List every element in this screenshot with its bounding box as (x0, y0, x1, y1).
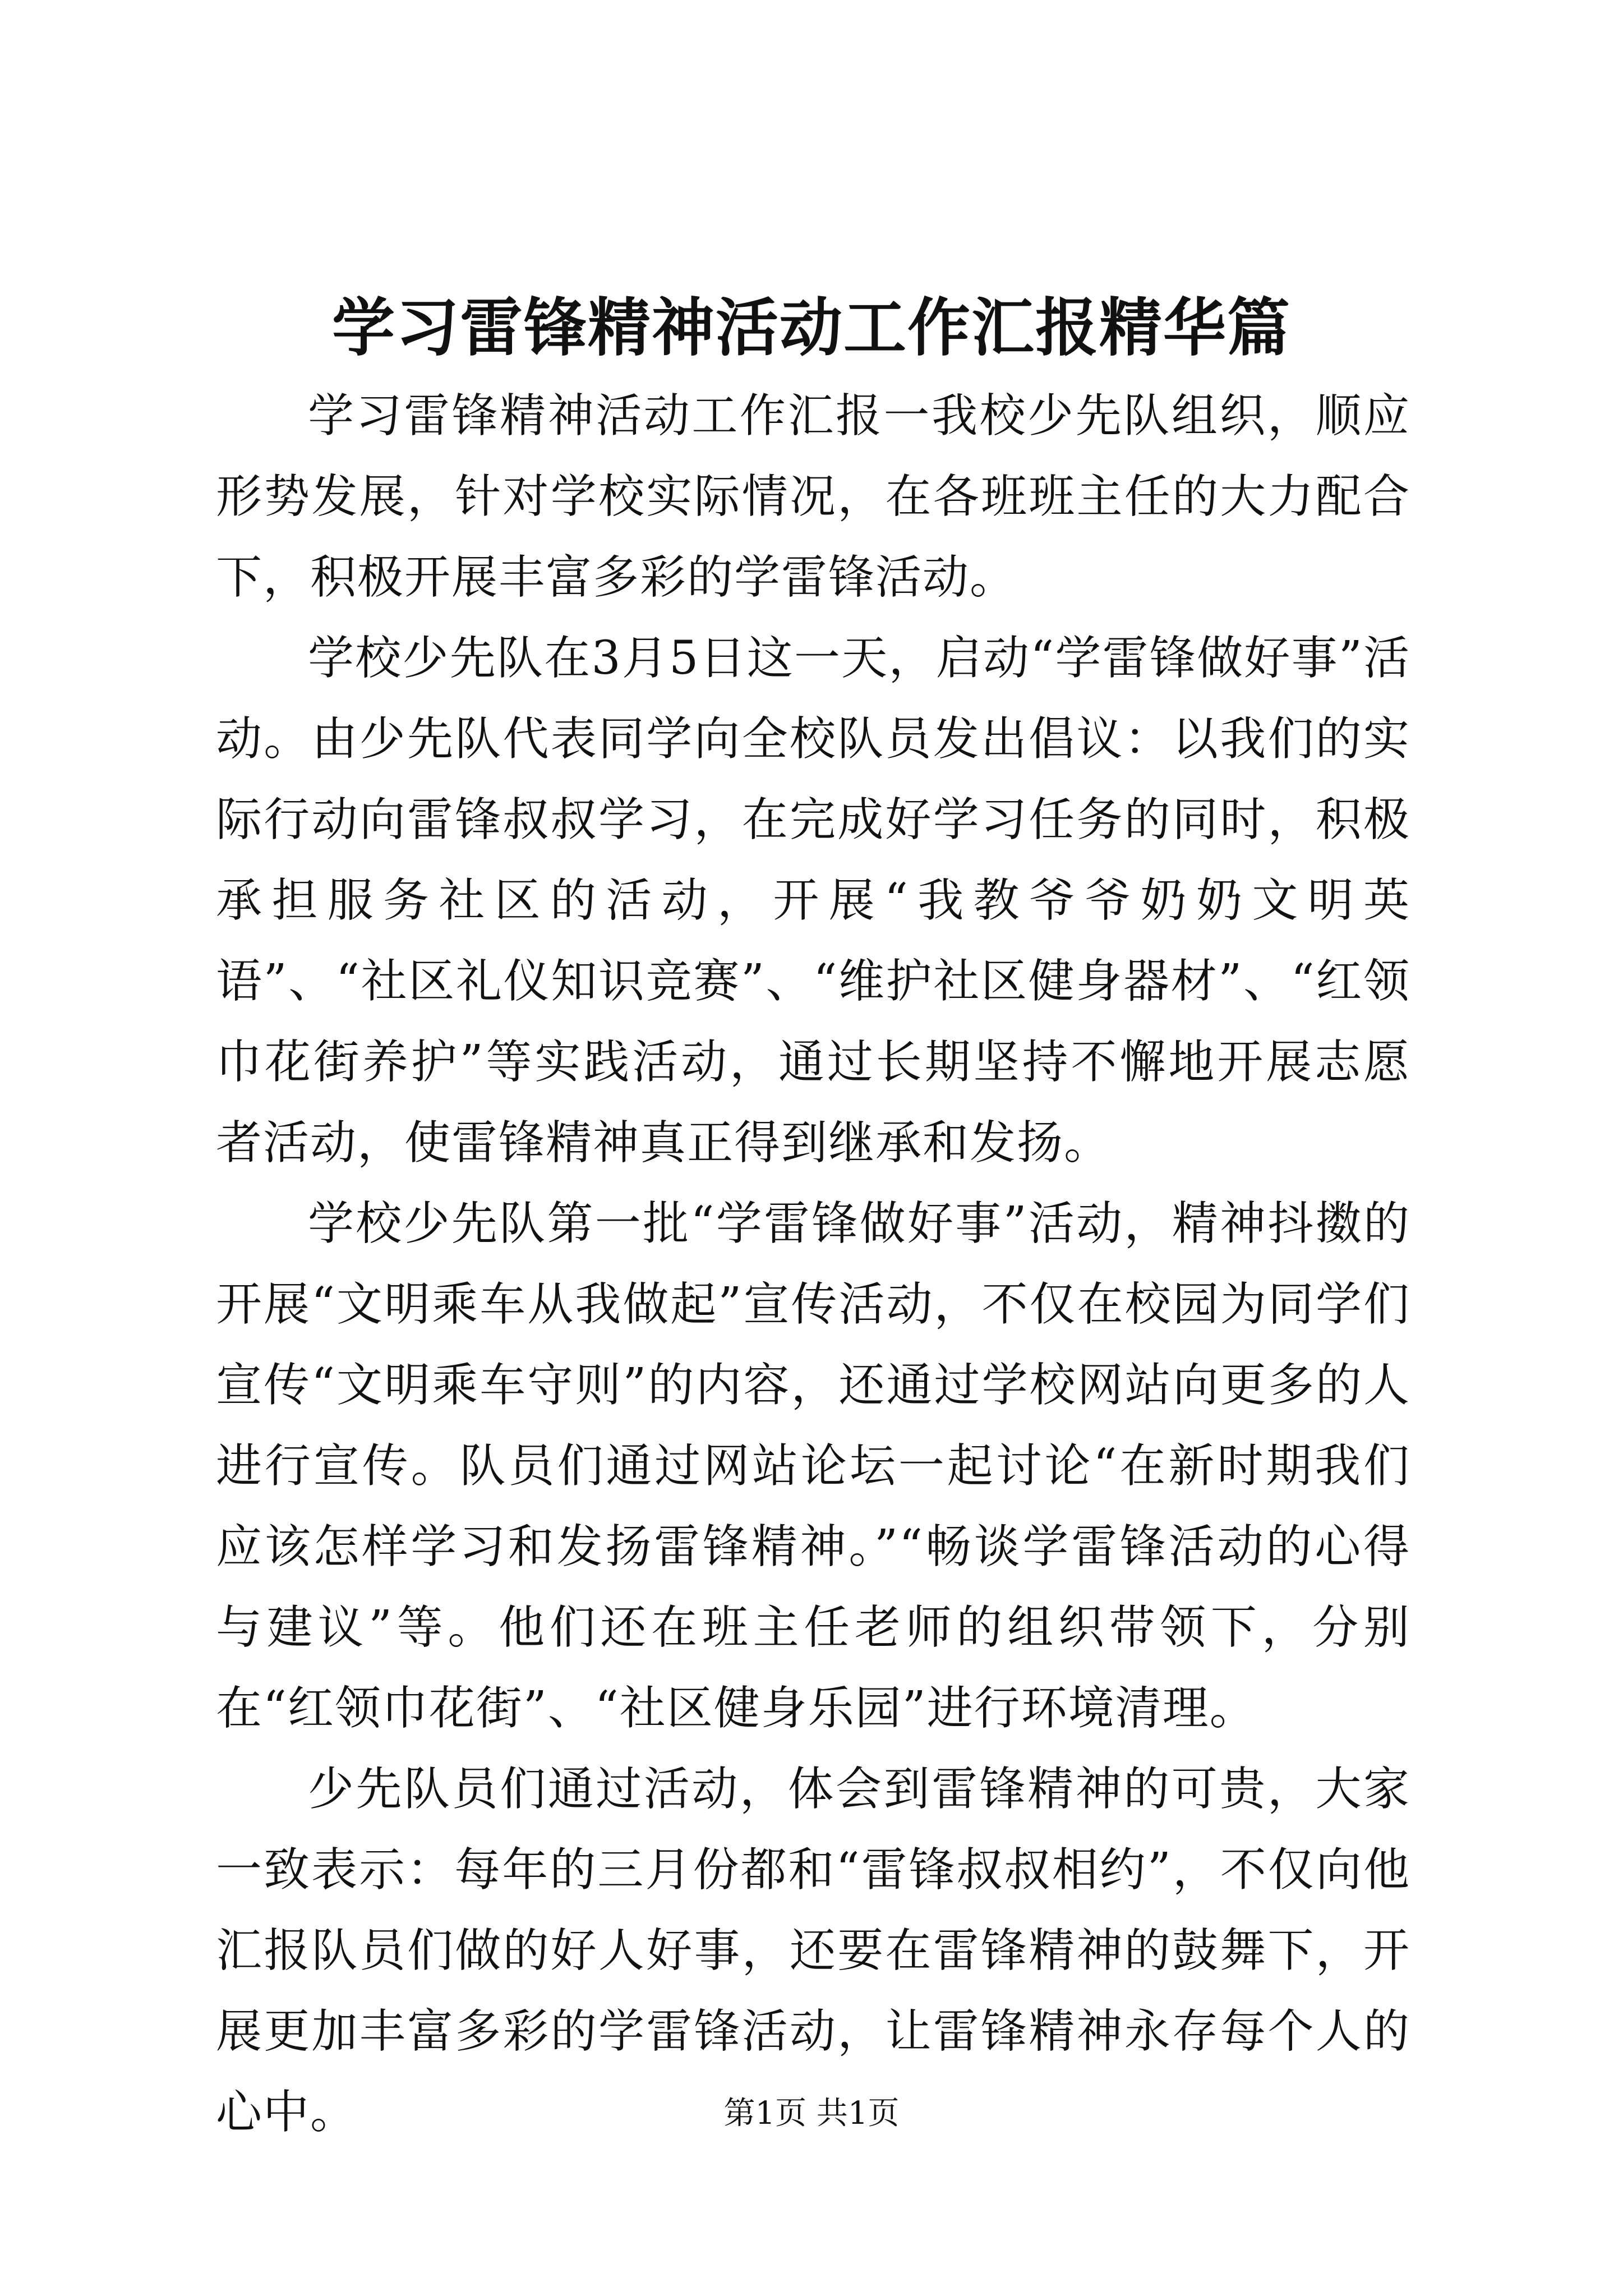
paragraph-1: 学习雷锋精神活动工作汇报一我校少先队组织，顺应形势发展，针对学校实际情况，在各班班主任的大力配合下，积极开展丰富多彩的学雷锋活动。 (216, 389, 1410, 604)
document-title: 学习雷锋精神活动工作汇报精华篇 (332, 291, 1291, 365)
paragraph-2: 学校少先队在3月5日这一天，启动“学雷锋做好事”活动。由少先队代表同学向全校队员发出倡议：以我们的实际行动向雷锋叔叔学习，在完成好学习任务的同时，积极承担服务社区的活动，开展“我教爷爷奶奶文明英语”、“社区礼仪知识竞赛”、“维护社区健身器材”、“红领巾花街养护”等实践活动，通过长期坚持不懈地开展志愿者活动，使雷锋精神真正得到继承和发扬。 (216, 632, 1410, 1170)
paragraph-4: 少先队员们通过活动，体会到雷锋精神的可贵，大家一致表示：每年的三月份都和“雷锋叔叔相约”，不仅向他汇报队员们做的好人好事，还要在雷锋精神的鼓舞下，开展更加丰富多彩的学雷锋活动，让雷锋精神永存每个人的心中。 (216, 1763, 1410, 2139)
paragraph-3: 学校少先队第一批“学雷锋做好事”活动，精神抖擞的开展“文明乘车从我做起”宣传活动，不仅在校园为同学们宣传“文明乘车守则”的内容，还通过学校网站向更多的人进行宣传。队员们通过网站论坛一起讨论“在新时期我们应该怎样学习和发扬雷锋精神。”“畅谈学雷锋活动的心得与建议”等。他们还在班主任老师的组织带领下，分别在“红领巾花街”、“社区健身乐园”进行环境清理。 (216, 1197, 1410, 1735)
page-footer: 第1页 共1页 (723, 2095, 900, 2132)
document-body (216, 376, 1410, 2153)
